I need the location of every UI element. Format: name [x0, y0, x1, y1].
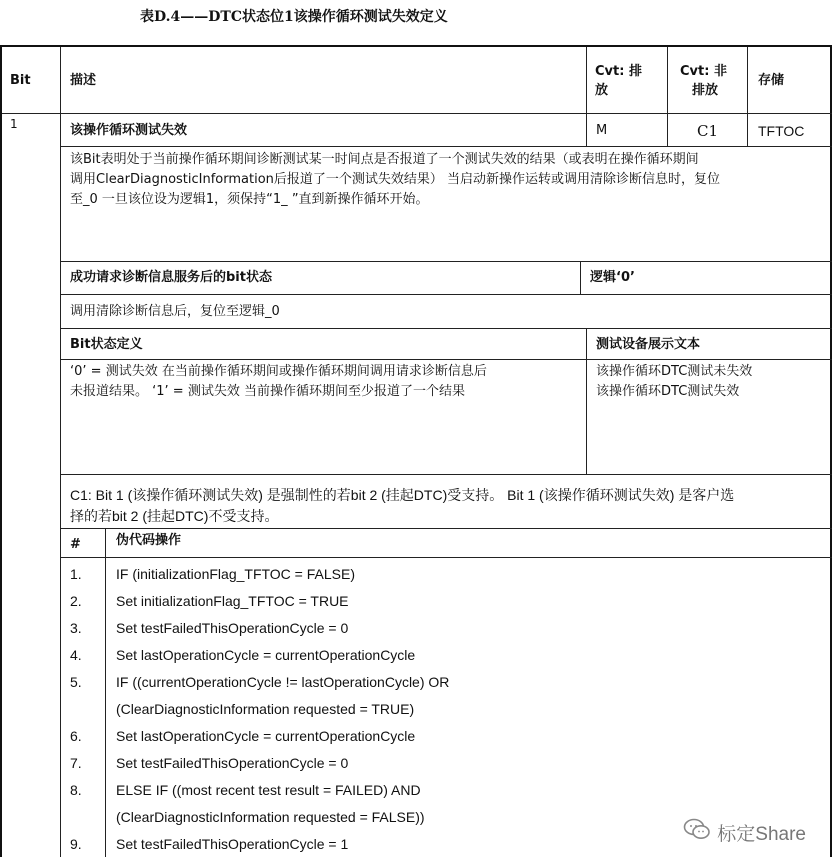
- display-text-line-2: 该操作循环DTC测试失效: [596, 384, 740, 399]
- pseudo-code-line: Set lastOperationCycle = currentOperationCycle: [116, 728, 416, 744]
- state-def-line-2: 未报道结果。 ‘1’ = 测试失效 当前操作循环期间至少报道了一个结果: [70, 384, 465, 399]
- header-cvt-nonemit-2: 排放: [692, 83, 719, 98]
- pseudo-num: 1.: [70, 566, 82, 582]
- table-title: 表D.4——DTC状态位1该操作循环测试失效定义: [140, 9, 448, 25]
- row-cvt-emit: M: [596, 123, 608, 138]
- pseudo-num-header: #: [70, 537, 81, 552]
- after-clear-value: 逻辑‘0’: [590, 270, 635, 285]
- c1-note-line-1: C1: Bit 1 (该操作循环测试失效) 是强制性的若bit 2 (挂起DTC)受支持。 Bit 1 (该操作循环测试失效) 是客户选: [70, 487, 735, 503]
- pseudo-code-header: 伪代码操作: [116, 533, 182, 548]
- row-divider-note: [60, 528, 832, 529]
- row-divider-header: [2, 113, 832, 114]
- pseudo-code-line: ELSE IF ((most recent test result = FAILED) AND: [116, 782, 421, 798]
- row-divider-desc: [60, 261, 832, 262]
- state-def-label: Bit状态定义: [70, 337, 143, 352]
- after-clear-label: 成功请求诊断信息服务后的bit状态: [70, 270, 272, 285]
- row-divider-name: [60, 146, 832, 147]
- col-divider-state: [586, 328, 587, 475]
- description-line-3: 至_0 一旦该位设为逻辑1，须保持“1_ ”直到新操作循环开始。: [70, 192, 429, 207]
- pseudo-num: 7.: [70, 755, 82, 771]
- row-divider-after-clear: [60, 294, 832, 295]
- pseudo-num: 8.: [70, 782, 82, 798]
- row-divider-state-head: [60, 359, 832, 360]
- pseudo-num: 3.: [70, 620, 82, 636]
- pseudo-num: 5.: [70, 674, 82, 690]
- pseudo-code-line: (ClearDiagnosticInformation requested = TRUE): [116, 701, 415, 717]
- row-divider-state: [60, 474, 832, 475]
- header-cvt-emit-1: Cvt: 排: [595, 64, 642, 79]
- description-line-1: 该Bit表明处于当前操作循环期间诊断测试某一时间点是否报道了一个测试失效的结果（或表明在操作循环期间: [70, 152, 699, 167]
- after-clear-text: 调用清除诊断信息后，复位至逻辑_0: [70, 304, 280, 319]
- pseudo-code-line: Set lastOperationCycle = currentOperationCycle: [116, 647, 416, 663]
- wechat-icon: [683, 818, 711, 846]
- row-divider-clear-text: [60, 328, 832, 329]
- header-desc: 描述: [70, 73, 97, 88]
- header-cvt-nonemit-1: Cvt: 非: [680, 64, 727, 79]
- description-line-2: 调用ClearDiagnosticInformation后报道了一个测试失效结果） 当启动新操作运转或调用清除诊断信息时，复位: [70, 172, 721, 187]
- watermark-text: 标定Share: [717, 823, 806, 845]
- header-bit: Bit: [10, 73, 31, 88]
- col-divider-cvt1: [586, 47, 587, 147]
- pseudo-code-line: Set testFailedThisOperationCycle = 0: [116, 755, 349, 771]
- row-bit-value: 1: [10, 117, 18, 131]
- pseudo-code-line: IF ((currentOperationCycle != lastOperationCycle) OR: [116, 674, 450, 690]
- row-storage: TFTOC: [758, 123, 805, 139]
- state-def-line-1: ‘0’ = 测试失效 在当前操作循环期间或操作循环期间调用请求诊断信息后: [70, 364, 487, 379]
- col-divider-cvt2: [667, 47, 668, 147]
- row-divider-pseudo-head: [60, 557, 832, 558]
- row-cvt-nonemit: C1: [697, 122, 719, 140]
- col-divider-pseudo: [105, 528, 106, 857]
- pseudo-code-line: Set testFailedThisOperationCycle = 1: [116, 836, 349, 852]
- watermark: [683, 818, 806, 846]
- pseudo-num: 4.: [70, 647, 82, 663]
- pseudo-num: 9.: [70, 836, 82, 852]
- c1-note-line-2: 择的若bit 2 (挂起DTC)不受支持。: [70, 508, 279, 524]
- display-text-label: 测试设备展示文本: [596, 337, 701, 352]
- col-divider-storage: [747, 47, 748, 147]
- pseudo-num: 2.: [70, 593, 82, 609]
- col-divider-after-clear: [580, 261, 581, 295]
- header-storage: 存储: [758, 73, 785, 88]
- pseudo-code-line: IF (initializationFlag_TFTOC = FALSE): [116, 566, 355, 582]
- pseudo-code-line: (ClearDiagnosticInformation requested = FALSE)): [116, 809, 425, 825]
- display-text-line-1: 该操作循环DTC测试未失效: [596, 364, 753, 379]
- pseudo-code-line: Set testFailedThisOperationCycle = 0: [116, 620, 349, 636]
- row-name: 该操作循环测试失效: [70, 123, 188, 138]
- col-divider-bit: [60, 47, 61, 857]
- pseudo-code-line: Set initializationFlag_TFTOC = TRUE: [116, 593, 349, 609]
- header-cvt-emit-2: 放: [595, 83, 609, 98]
- pseudo-num: 6.: [70, 728, 82, 744]
